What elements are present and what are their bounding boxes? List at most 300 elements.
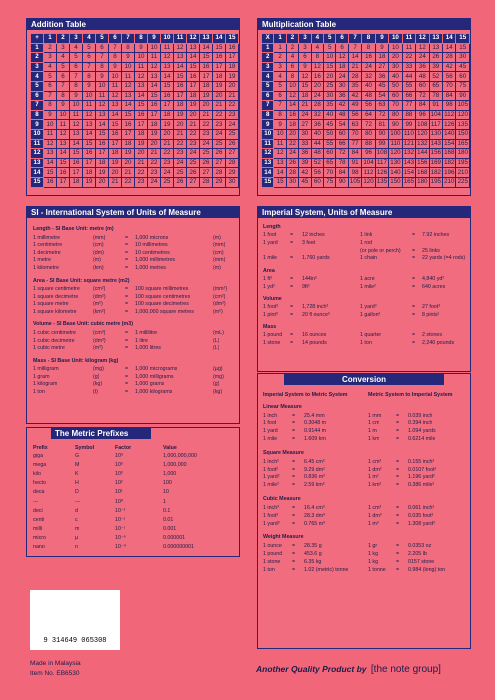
addition-cell: 20: [109, 168, 122, 178]
addition-cell: 27: [226, 149, 239, 159]
conversion-row: =: [292, 550, 296, 557]
conversion-row: 1 inch: [263, 412, 278, 419]
addition-cell: 22: [122, 177, 135, 187]
multiplication-cell: 30: [324, 91, 336, 101]
conversion-row: 1.609 km: [304, 436, 326, 443]
si-row: (dm): [93, 249, 104, 256]
addition-cell: 8: [109, 53, 122, 63]
addition-row-header: 15: [31, 177, 44, 187]
addition-cell: 19: [161, 120, 174, 130]
si-row: (cm²): [93, 286, 106, 292]
conversion-section-heading: Linear Measure: [263, 404, 302, 410]
addition-cell: 10: [96, 81, 109, 91]
addition-cell: 17: [135, 120, 148, 130]
si-row: 1,000 microns: [135, 234, 169, 241]
conversion-row: 0.035 foot³: [408, 512, 434, 519]
addition-cell: 21: [109, 177, 122, 187]
addition-cell: 18: [161, 110, 174, 120]
multiplication-cell: 180: [457, 149, 468, 157]
si-row: =: [125, 389, 129, 395]
addition-cell: 15: [57, 158, 70, 168]
addition-cell: 23: [226, 110, 239, 120]
addition-cell: 6: [44, 81, 57, 91]
addition-cell: 16: [83, 149, 96, 159]
addition-cell: 24: [148, 177, 161, 187]
si-row: 1 centimetre: [33, 242, 63, 249]
imperial-units-panel: [257, 206, 471, 372]
addition-cell: 5: [57, 62, 70, 72]
imperial-row: 8 pints³: [422, 311, 440, 318]
si-row: 1 square metre: [33, 301, 69, 308]
addition-cell: 14: [109, 110, 122, 120]
addition-cell: 19: [122, 149, 135, 159]
si-row: 10 millimetres: [135, 242, 168, 249]
conversion-row: 1 m: [368, 428, 377, 435]
conversion-row: 1 km: [368, 436, 380, 443]
conversion-row: =: [292, 566, 296, 573]
multiplication-cell: 75: [456, 81, 470, 91]
addition-col-header: 5: [96, 34, 109, 44]
addition-cell: 15: [135, 101, 148, 111]
multiplication-cell: 21: [299, 101, 311, 111]
addition-cell: 14: [161, 72, 174, 82]
conversion-row: =: [396, 558, 400, 565]
multiplication-cell: 20: [324, 72, 336, 82]
conversion-row: 2.59 km²: [304, 482, 325, 489]
addition-cell: 11: [44, 129, 57, 139]
multiplication-cell: 3: [274, 62, 286, 72]
multiplication-col-header: 2: [286, 34, 298, 44]
conversion-section-heading: Square Measure: [263, 450, 304, 457]
addition-cell: 3: [57, 43, 70, 53]
multiplication-cell: 165: [457, 139, 468, 147]
imperial-row: =: [290, 283, 294, 290]
addition-cell: 15: [109, 120, 122, 130]
addition-cell: 11: [96, 91, 109, 101]
conversion-row: =: [292, 466, 296, 473]
multiplication-cell: 18: [299, 91, 311, 101]
addition-cell: 22: [135, 168, 148, 178]
multiplication-table: [261, 33, 470, 188]
multiplication-cell: 60: [389, 91, 402, 101]
si-row: =: [125, 337, 129, 344]
multiplication-cell: 84: [336, 168, 348, 178]
imperial-row: 27 foot³: [422, 303, 440, 310]
addition-col-header: 1: [44, 34, 57, 44]
multiplication-cell: 48: [336, 110, 348, 120]
addition-cell: 17: [200, 72, 213, 82]
conversion-row: 1 dm²: [368, 466, 382, 473]
multiplication-cell: 18: [286, 120, 298, 130]
addition-cell: 10: [109, 72, 122, 82]
addition-cell: 16: [70, 158, 83, 168]
imperial-row: =: [290, 255, 294, 262]
prefix-row: 1,000: [163, 471, 177, 478]
addition-cell: 13: [187, 43, 200, 53]
multiplication-cell: 130: [430, 130, 441, 138]
imperial-row: 22 yards (=4 rods): [422, 255, 466, 262]
multiplication-cell: 72: [362, 120, 375, 130]
conversion-row: 0.984 (long) ton: [408, 566, 446, 573]
imperial-row: =: [290, 275, 294, 282]
conversion-row: 16.4 cm³: [304, 504, 325, 511]
multiplication-cell: 24: [286, 149, 298, 159]
multiplication-cell: 12: [311, 62, 323, 72]
multiplication-cell: 182: [444, 159, 455, 167]
conversion-row: 1 yard²: [263, 474, 280, 481]
multiplication-cell: 84: [416, 101, 429, 111]
conversion-row: 0.0107 foot²: [408, 466, 437, 473]
addition-cell: 19: [96, 168, 109, 178]
multiplication-cell: 12: [286, 91, 298, 101]
addition-cell: 4: [57, 53, 70, 63]
imperial-row: 1,728 inch³: [302, 303, 329, 310]
multiplication-cell: 168: [444, 149, 455, 157]
addition-cell: 28: [213, 168, 226, 178]
prefix-header: Symbol: [75, 445, 95, 451]
si-row: 1,000 millimetres: [135, 257, 176, 264]
addition-cell: 13: [70, 129, 83, 139]
imperial-section-heading: Length: [263, 224, 281, 230]
multiplication-row-header: 4: [262, 72, 274, 82]
imperial-row: 2 stones: [422, 331, 443, 338]
addition-table-panel: [26, 18, 240, 196]
metric-prefixes-panel: [26, 427, 240, 557]
prefix-row: 10¹: [115, 489, 123, 496]
addition-cell: 19: [135, 139, 148, 149]
multiplication-cell: 168: [417, 168, 428, 176]
imperial-row: 9ft²: [302, 283, 310, 290]
multiplication-cell: 55: [324, 139, 336, 149]
addition-cell: 17: [96, 149, 109, 159]
addition-cell: 6: [96, 43, 109, 53]
addition-cell: 23: [174, 149, 187, 159]
addition-row-header: 11: [31, 139, 44, 149]
addition-cell: 27: [213, 158, 226, 168]
conversion-row: 1 foot²: [263, 466, 279, 473]
multiplication-cell: 36: [375, 72, 388, 82]
si-row: 100 square centimetres: [135, 293, 191, 300]
multiplication-cell: 81: [375, 120, 388, 130]
imperial-row: 1 mile: [263, 255, 278, 262]
addition-cell: 20: [213, 91, 226, 101]
addition-cell: 22: [200, 120, 213, 130]
multiplication-cell: 135: [457, 120, 468, 128]
prefix-row: 1,000,000,000: [163, 453, 197, 459]
addition-cell: 20: [161, 129, 174, 139]
conversion-row: 0.386 mile²: [408, 482, 435, 489]
prefix-row: 0.001: [163, 525, 177, 532]
addition-cell: 17: [70, 168, 83, 178]
addition-cell: 9: [70, 91, 83, 101]
conversion-row: 1 stone: [263, 558, 281, 565]
conversion-row: =: [292, 412, 296, 419]
prefix-row: deci: [33, 507, 43, 514]
si-row: (L): [213, 337, 220, 344]
conversion-row: 25.4 mm: [304, 412, 325, 419]
addition-cell: 8: [70, 81, 83, 91]
multiplication-cell: 28: [311, 101, 323, 111]
multiplication-col-header: 13: [429, 34, 442, 44]
addition-cell: 6: [83, 53, 96, 63]
imperial-section-heading: Mass: [263, 323, 277, 330]
multiplication-cell: 72: [416, 91, 429, 101]
conversion-row: =: [292, 458, 296, 465]
imperial-row: 1 acre: [360, 275, 375, 282]
multiplication-cell: 36: [336, 91, 348, 101]
si-row: (m): [213, 264, 221, 271]
si-row: (g): [213, 381, 220, 388]
prefix-row: ---: [33, 498, 39, 505]
addition-cell: 11: [148, 53, 161, 63]
conversion-column-heading: Imperial System to Metric System: [263, 392, 348, 398]
si-row: =: [125, 345, 129, 352]
metric-prefixes-title: The Metric Prefixes: [51, 428, 151, 439]
prefix-row: 1: [163, 498, 166, 505]
conversion-row: 1 tonne: [368, 566, 386, 573]
si-section-heading: Mass - SI Base Unit: kilogram (kg): [33, 357, 119, 364]
addition-cell: 7: [83, 62, 96, 72]
multiplication-cell: 14: [348, 53, 361, 63]
multiplication-cell: 4: [311, 43, 323, 53]
addition-row-header: 10: [31, 129, 44, 139]
si-row: (mg): [93, 366, 104, 373]
addition-cell: 9: [122, 53, 135, 63]
multiplication-cell: 8: [286, 72, 298, 82]
si-row: (mm): [213, 242, 226, 249]
si-row: 1 kilometre: [33, 264, 59, 271]
si-row: 1 square centimetre: [33, 286, 80, 292]
prefix-row: mega: [33, 462, 47, 469]
multiplication-cell: 4: [286, 53, 298, 63]
addition-col-header: 14: [213, 34, 226, 44]
multiplication-cell: 9: [274, 120, 286, 130]
addition-cell: 13: [174, 53, 187, 63]
multiplication-cell: 48: [416, 72, 429, 82]
prefix-header: Factor: [115, 445, 132, 451]
addition-cell: 5: [70, 53, 83, 63]
multiplication-cell: 6: [299, 53, 311, 63]
multiplication-col-header: 10: [389, 34, 402, 44]
multiplication-cell: 33: [402, 62, 415, 72]
conversion-row: 0.9144 m: [304, 428, 327, 435]
si-row: =: [125, 381, 129, 388]
multiplication-cell: 110: [390, 139, 401, 147]
imperial-row: 20 fl ounce³: [302, 311, 330, 318]
multiplication-cell: 30: [456, 53, 470, 63]
addition-cell: 2: [44, 43, 57, 53]
multiplication-cell: 108: [417, 120, 428, 128]
multiplication-cell: 135: [376, 178, 388, 186]
conversion-row: =: [292, 542, 296, 549]
imperial-section-heading: Volume: [263, 295, 282, 302]
addition-cell: 16: [148, 101, 161, 111]
multiplication-cell: 4: [274, 72, 286, 82]
addition-cell: 16: [161, 91, 174, 101]
multiplication-cell: 56: [443, 72, 456, 82]
conversion-row: =: [292, 482, 296, 489]
conversion-row: 1 m²: [368, 474, 379, 481]
addition-cell: 13: [44, 149, 57, 159]
addition-cell: 29: [226, 168, 239, 178]
addition-cell: 21: [122, 168, 135, 178]
imperial-row: 1 link: [360, 232, 373, 238]
imperial-row: 1 mile²: [360, 283, 376, 290]
addition-cell: 21: [135, 158, 148, 168]
imperial-row: 12 inches: [302, 232, 325, 238]
si-row: (mm²): [213, 286, 228, 292]
addition-cell: 7: [70, 72, 83, 82]
prefix-row: D: [75, 489, 79, 496]
addition-table: [30, 33, 239, 188]
addition-col-header: 4: [83, 34, 96, 44]
addition-cell: 8: [57, 91, 70, 101]
imperial-row: 25 links: [422, 247, 440, 254]
multiplication-cell: 52: [311, 158, 323, 168]
conversion-row: =: [396, 436, 400, 443]
addition-cell: 13: [83, 120, 96, 130]
addition-cell: 22: [148, 158, 161, 168]
addition-cell: 18: [96, 158, 109, 168]
multiplication-cell: 60: [311, 177, 323, 187]
prefix-row: 10⁻¹: [115, 507, 126, 514]
multiplication-cell: 35: [348, 81, 361, 91]
imperial-row: =: [290, 239, 294, 246]
conversion-row: 1 inch²: [263, 458, 279, 465]
conversion-row: 28.35 g: [304, 542, 322, 549]
addition-cell: 4: [70, 43, 83, 53]
addition-cell: 14: [122, 101, 135, 111]
imperial-row: =: [290, 311, 294, 318]
multiplication-cell: 5: [324, 43, 336, 53]
addition-cell: 17: [148, 110, 161, 120]
multiplication-cell: 99: [375, 139, 388, 149]
addition-cell: 24: [161, 168, 174, 178]
multiplication-row-header: 2: [262, 53, 274, 63]
si-row: (dm²): [93, 293, 106, 300]
si-row: 1 gram: [33, 373, 50, 380]
addition-cell: 13: [135, 81, 148, 91]
addition-cell: 17: [57, 177, 70, 187]
addition-cell: 14: [44, 158, 57, 168]
si-row: =: [125, 329, 129, 336]
addition-cell: 25: [174, 168, 187, 178]
multiplication-cell: 11: [402, 43, 415, 53]
multiplication-cell: 55: [402, 81, 415, 91]
addition-cell: 15: [161, 81, 174, 91]
addition-cell: 24: [187, 149, 200, 159]
imperial-row: 16 ounces: [302, 331, 327, 338]
addition-cell: 13: [122, 91, 135, 101]
multiplication-cell: 36: [311, 120, 323, 130]
multiplication-cell: 6: [336, 43, 348, 53]
multiplication-cell: 78: [336, 158, 348, 168]
addition-cell: 18: [226, 62, 239, 72]
conversion-row: 1.196 yard²: [408, 474, 435, 481]
addition-col-header: 9: [148, 34, 161, 44]
addition-cell: 17: [83, 158, 96, 168]
addition-cell: 18: [200, 81, 213, 91]
multiplication-cell: 24: [336, 72, 348, 82]
multiplication-cell: 70: [443, 81, 456, 91]
addition-cell: 7: [109, 43, 122, 53]
multiplication-cell: 65: [324, 158, 336, 168]
multiplication-cell: 28: [348, 72, 361, 82]
multiplication-cell: 60: [324, 149, 336, 159]
addition-cell: 20: [174, 120, 187, 130]
prefix-row: 10⁻⁶: [115, 534, 126, 541]
addition-cell: 5: [44, 72, 57, 82]
prefix-row: 10²: [115, 480, 123, 487]
multiplication-cell: 25: [324, 81, 336, 91]
multiplication-cell: 26: [429, 53, 442, 63]
multiplication-cell: 2: [274, 53, 286, 63]
multiplication-cell: 65: [429, 81, 442, 91]
si-row: (mm): [213, 257, 226, 264]
multiplication-col-header: 4: [311, 34, 323, 44]
conversion-row: 1.02 (metric) tonne: [304, 566, 349, 573]
multiplication-cell: 42: [348, 91, 361, 101]
prefix-row: 0.1: [163, 507, 171, 514]
addition-cell: 13: [161, 62, 174, 72]
prefix-row: n: [75, 544, 78, 550]
imperial-row: =: [412, 339, 416, 346]
conversion-row: =: [396, 482, 400, 489]
imperial-row: =: [412, 311, 416, 318]
si-row: (m): [93, 257, 101, 264]
si-row: 1 ton: [33, 389, 45, 395]
multiplication-cell: 32: [311, 110, 323, 120]
multiplication-cell: 63: [348, 120, 361, 130]
multiplication-cell: 42: [299, 168, 311, 178]
multiplication-cell: 225: [457, 178, 468, 186]
multiplication-cell: 121: [403, 139, 415, 147]
imperial-row: =: [412, 331, 416, 338]
addition-cell: 10: [70, 101, 83, 111]
addition-cell: 26: [187, 168, 200, 178]
multiplication-cell: 45: [456, 62, 470, 72]
multiplication-cell: 165: [403, 178, 415, 186]
addition-cell: 10: [57, 110, 70, 120]
conversion-panel: [257, 373, 471, 649]
addition-cell: 15: [200, 53, 213, 63]
multiplication-cell: 104: [430, 111, 441, 119]
si-units-panel: [26, 206, 240, 424]
addition-cell: 16: [213, 53, 226, 63]
multiplication-cell: 33: [299, 139, 311, 149]
multiplication-cell: 16: [311, 72, 323, 82]
imperial-row: 1 rod: [360, 239, 373, 246]
conversion-row: 1 mile: [263, 436, 278, 443]
prefix-row: 10⁻²: [115, 516, 126, 523]
multiplication-cell: 66: [336, 139, 348, 149]
multiplication-cell: 56: [362, 101, 375, 111]
multiplication-cell: 18: [375, 53, 388, 63]
addition-cell: 20: [122, 158, 135, 168]
multiplication-cell: 100: [390, 130, 401, 138]
si-row: 1,000,000 square metres: [135, 308, 194, 315]
multiplication-cell: 20: [286, 129, 298, 139]
addition-col-header: 6: [109, 34, 122, 44]
imperial-row: 1 yard: [263, 239, 278, 246]
addition-cell: 14: [200, 43, 213, 53]
si-row: (cm²): [213, 293, 226, 300]
conversion-row: 1 pound: [263, 550, 283, 557]
conversion-row: 9.29 dm²: [304, 466, 325, 473]
multiplication-cell: 90: [456, 91, 470, 101]
multiplication-cell: 112: [363, 168, 374, 176]
multiplication-cell: 80: [362, 129, 375, 139]
